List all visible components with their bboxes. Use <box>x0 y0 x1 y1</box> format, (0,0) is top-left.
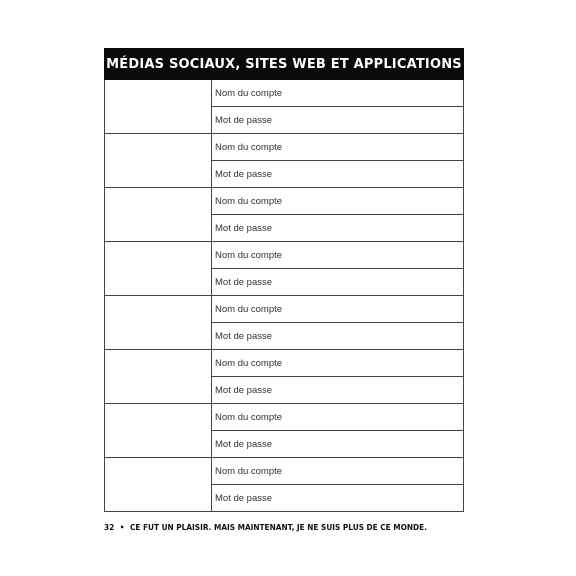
password-label: Mot de passe <box>215 114 273 126</box>
password-label: Mot de passe <box>215 384 273 396</box>
accounts-grid <box>104 80 464 512</box>
password-label: Mot de passe <box>215 438 273 450</box>
account-name-label: Nom du compte <box>215 411 283 423</box>
page-footer <box>104 523 427 532</box>
password-field[interactable] <box>212 430 463 457</box>
account-entry <box>105 80 463 133</box>
account-name-label: Nom du compte <box>215 87 283 99</box>
password-label: Mot de passe <box>215 330 273 342</box>
account-entry <box>105 133 463 187</box>
password-label: Mot de passe <box>215 168 273 180</box>
password-field[interactable] <box>212 484 463 511</box>
section-header <box>104 48 464 80</box>
account-name-label: Nom du compte <box>215 465 283 477</box>
account-name-field[interactable] <box>212 242 463 268</box>
section-title: MÉDIAS SOCIAUX, SITES WEB ET APPLICATIONS <box>106 56 462 72</box>
password-field[interactable] <box>212 160 463 187</box>
accounts-form <box>104 48 464 512</box>
account-name-label: Nom du compte <box>215 357 283 369</box>
password-label: Mot de passe <box>215 492 273 504</box>
password-field[interactable] <box>212 268 463 295</box>
page-number: 32 <box>104 523 115 532</box>
account-name-label: Nom du compte <box>215 141 283 153</box>
account-entry <box>105 403 463 457</box>
service-name-cell[interactable] <box>105 404 212 457</box>
account-name-label: Nom du compte <box>215 303 283 315</box>
password-field[interactable] <box>212 106 463 133</box>
account-name-field[interactable] <box>212 134 463 160</box>
account-entry <box>105 241 463 295</box>
account-entry <box>105 187 463 241</box>
account-name-label: Nom du compte <box>215 249 283 261</box>
password-label: Mot de passe <box>215 276 273 288</box>
account-name-field[interactable] <box>212 404 463 430</box>
service-name-cell[interactable] <box>105 134 212 187</box>
password-field[interactable] <box>212 376 463 403</box>
service-name-cell[interactable] <box>105 458 212 511</box>
password-field[interactable] <box>212 322 463 349</box>
account-name-field[interactable] <box>212 458 463 484</box>
service-name-cell[interactable] <box>105 80 212 133</box>
account-name-label: Nom du compte <box>215 195 283 207</box>
account-name-field[interactable] <box>212 296 463 322</box>
password-label: Mot de passe <box>215 222 273 234</box>
service-name-cell[interactable] <box>105 188 212 241</box>
running-title: CE FUT UN PLAISIR. MAIS MAINTENANT, JE NE SUIS PLUS DE CE MONDE. <box>130 523 427 532</box>
service-name-cell[interactable] <box>105 350 212 403</box>
account-name-field[interactable] <box>212 350 463 376</box>
service-name-cell[interactable] <box>105 242 212 295</box>
account-entry <box>105 295 463 349</box>
account-name-field[interactable] <box>212 188 463 214</box>
footer-bullet: • <box>119 523 125 532</box>
account-entry <box>105 349 463 403</box>
account-name-field[interactable] <box>212 80 463 106</box>
password-field[interactable] <box>212 214 463 241</box>
service-name-cell[interactable] <box>105 296 212 349</box>
account-entry <box>105 457 463 511</box>
